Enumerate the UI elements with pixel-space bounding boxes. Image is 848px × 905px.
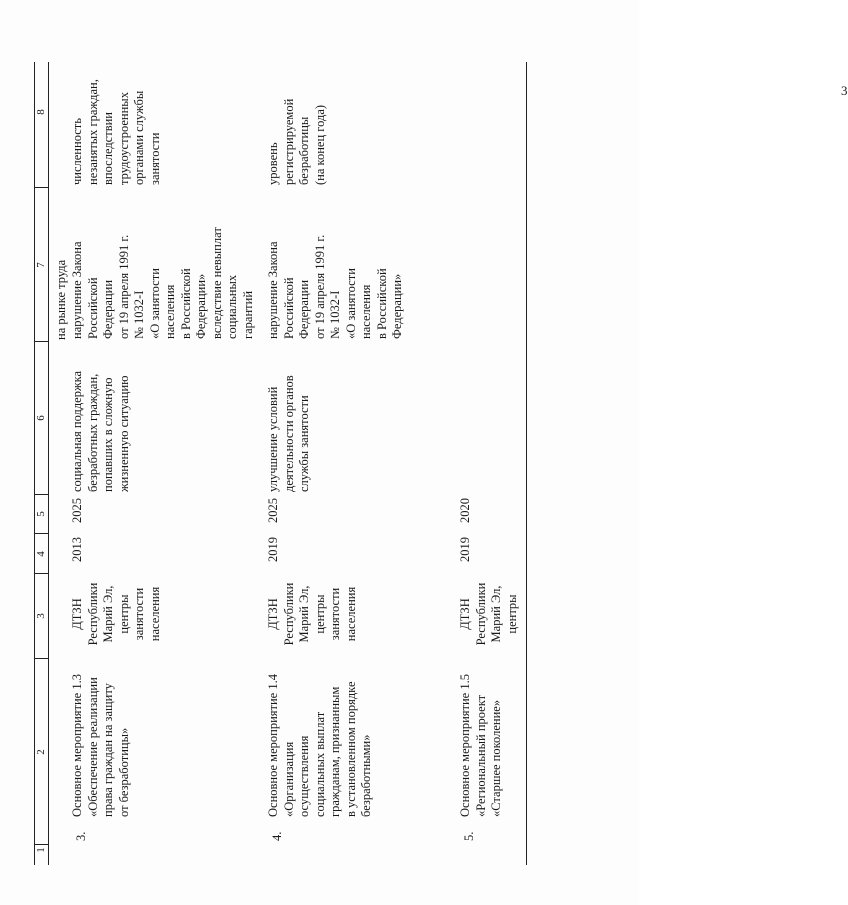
col-sep-3	[34, 573, 48, 574]
col-num-5: 5	[35, 511, 47, 517]
col-sep-5	[34, 494, 48, 495]
table-bottom-rule	[526, 62, 527, 865]
row-4-result: улучшение условий деятельности органов службы занятости	[266, 375, 311, 492]
row-5-number: 5.	[462, 831, 476, 841]
col-num-1: 1	[35, 847, 47, 853]
row-3-start-year: 2013	[70, 537, 84, 562]
page-number: 3	[841, 83, 848, 98]
continuation-text: на рынке труда	[54, 259, 68, 340]
row-3-result: социальная поддержка безработных граждан, попавших в сложную жизненную ситуацию	[70, 370, 131, 492]
row-4-measure: Основное мероприятие 1.4 «Организация осуществления социальных выплат гражданам, признанным в установленном порядке безработными»	[266, 674, 373, 817]
col-sep-4	[34, 533, 48, 534]
row-4-consequences: нарушение Закона Российской Федерации от 19 апреля 1991 г. № 1032-I «О занятости населения в Российской Федерации»	[266, 234, 404, 339]
col-num-2: 2	[35, 749, 47, 755]
row-4-number: 4.	[270, 831, 284, 841]
row-4-indicator: уровень регистрируемой безработицы (на конец года)	[266, 98, 327, 185]
header-bottom-rule	[48, 62, 49, 865]
row-4-end-year: 2025	[266, 498, 280, 523]
row-4-start-year: 2019	[266, 537, 280, 562]
col-num-3: 3	[35, 613, 47, 619]
row-4-executor: ДТЗН Республики Марий Эл, центры занятости населения	[266, 582, 358, 646]
col-num-6: 6	[35, 415, 47, 421]
col-num-7: 7	[35, 262, 47, 268]
row-5-measure: Основное мероприятие 1.5 «Региональный проект «Старшее поколение»	[458, 674, 503, 817]
col-sep-7	[34, 187, 48, 188]
row-3-measure: Основное мероприятие 1.3 «Обеспечение реализации права граждан на защиту от безработицы»	[70, 674, 131, 817]
row-3-number: 3.	[74, 831, 88, 841]
row-5-start-year: 2019	[458, 537, 472, 562]
col-num-4: 4	[35, 551, 47, 557]
row-3-executor: ДТЗН Республики Марий Эл, центры занятости населения	[70, 582, 162, 646]
col-num-8: 8	[35, 109, 47, 115]
col-sep-2	[34, 658, 48, 659]
row-5-end-year: 2020	[458, 498, 472, 523]
row-3-end-year: 2025	[70, 498, 84, 523]
row-5-executor: ДТЗН Республики Марий Эл, центры	[458, 582, 519, 646]
col-sep-6	[34, 341, 48, 342]
row-3-indicator: численность незанятых граждан, впоследствии трудоустроенных органами службы занятости	[70, 79, 162, 185]
row-3-consequences: нарушение Закона Российской Федерации от 19 апреля 1991 г. № 1032-I «О занятости населения в Российской Федерации» вследствие невыплат социальных гарантий	[70, 227, 255, 339]
